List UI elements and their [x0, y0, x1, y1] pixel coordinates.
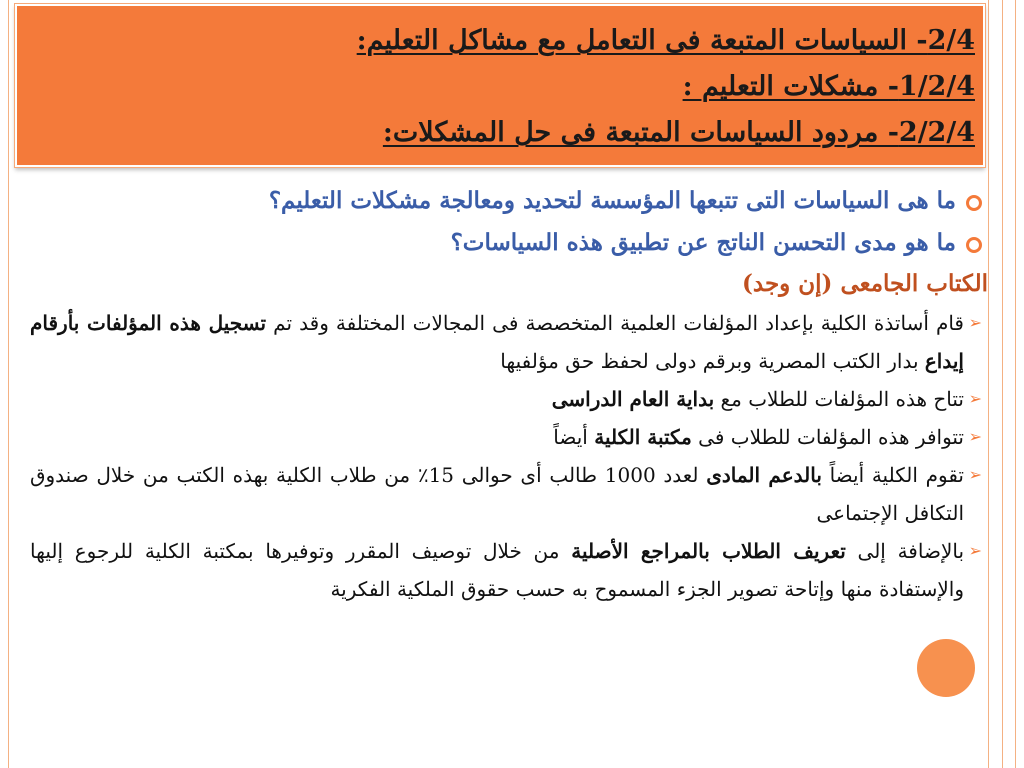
arrow-bullet-icon: ➢ — [968, 389, 982, 408]
ring-bullet-icon — [966, 237, 982, 253]
header-text-block — [35, 18, 975, 156]
header-title: 2/4- السياسات المتبعة فى التعامل مع مشاكل التعليم: — [356, 25, 975, 56]
list-item-text: بدار الكتب المصرية وبرقم دولى لحفظ حق مؤلفيها — [500, 349, 925, 373]
ring-bullet-icon — [966, 195, 982, 211]
question-item — [30, 222, 980, 264]
arrow-bullet-icon: ➢ — [968, 465, 982, 484]
header-subtitle-1: 1/2/4- مشكلات التعليم : — [682, 71, 975, 102]
list-item — [30, 532, 980, 608]
list-item — [30, 456, 980, 532]
slide-header — [15, 4, 985, 167]
list-item-text: تقوم الكلية أيضاً — [821, 463, 965, 487]
orange-circle — [917, 639, 975, 697]
list-item-bold-text: مكتبة الكلية — [594, 425, 692, 449]
slide-content — [30, 180, 988, 608]
list-item-text: من خلال توصيف المقرر وتوفيرها بمكتبة الكلية للرجوع إليها والإستفادة منها وإتاحة تصوير الجزء المسموح به حسب حقوق الملكية الفكرية — [30, 539, 964, 601]
list-item — [30, 304, 980, 380]
header-subtitle-2: 2/2/4- مردود السياسات المتبعة فى حل المشكلات: — [382, 117, 975, 148]
list-item-text: لعدد 1000 طالب أى حوالى 15٪ من طلاب الكلية بهذه الكتب من خلال صندوق التكافل الإجتماعى — [30, 463, 964, 525]
list-item-text: قام أساتذة الكلية بإعداد المؤلفات العلمية المتخصصة فى المجالات المختلفة وقد تم — [266, 311, 964, 335]
list-item-bold-text: تعريف الطلاب بالمراجع الأصلية — [571, 539, 846, 563]
question-text: ما هو مدى التحسن الناتج عن تطبيق هذه السياسات؟ — [450, 229, 956, 256]
question-item — [30, 180, 980, 222]
frame-line-right-3 — [1015, 0, 1016, 768]
list-item-bold-text: بالدعم المادى — [706, 463, 822, 487]
list-item — [30, 380, 980, 418]
list-item-bold-text: بداية العام الدراسى — [551, 387, 715, 411]
list-item-text: تتاح هذه المؤلفات للطلاب مع — [714, 387, 964, 411]
arrow-bullet-icon: ➢ — [968, 313, 982, 332]
frame-line-right-1 — [988, 0, 989, 768]
list-item — [30, 418, 980, 456]
list-item-text: تتوافر هذه المؤلفات للطلاب فى — [691, 425, 964, 449]
arrow-bullet-icon: ➢ — [968, 427, 982, 446]
section-heading: الكتاب الجامعى (إن وجد) — [741, 270, 988, 297]
list-item-bold-text: تسجيل هذه المؤلفات بأرقام إيداع — [30, 311, 964, 373]
frame-line-left — [8, 0, 9, 768]
arrow-bullet-icon: ➢ — [968, 541, 982, 560]
question-text: ما هى السياسات التى تتبعها المؤسسة لتحديد ومعالجة مشكلات التعليم؟ — [268, 187, 956, 214]
frame-line-right-2 — [1002, 0, 1003, 768]
list-item-text: بالإضافة إلى — [845, 539, 965, 563]
list-item-text: أيضاً — [553, 425, 595, 449]
